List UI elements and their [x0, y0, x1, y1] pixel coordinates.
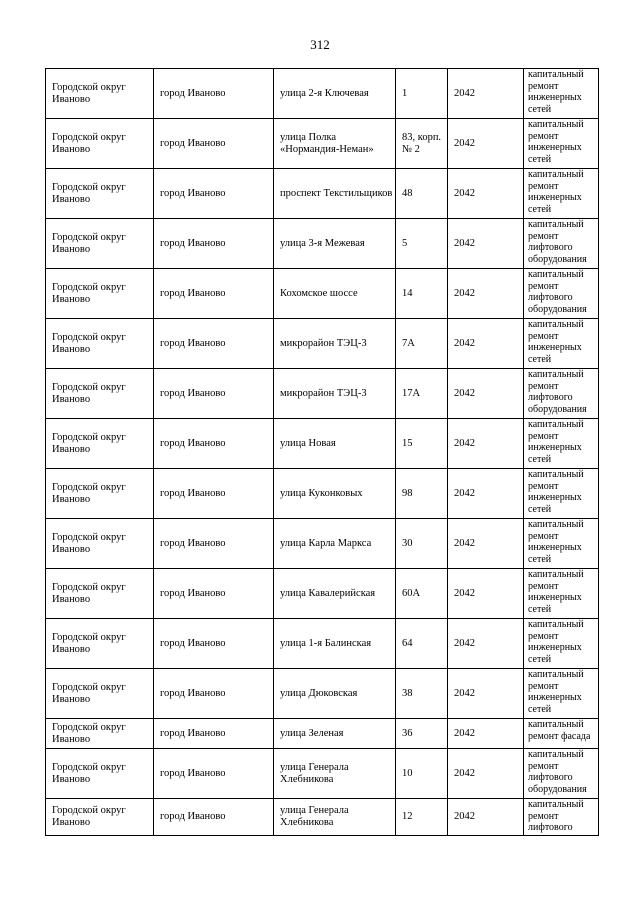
work-type-cell: капитальный ремонт инженерных сетей: [524, 519, 599, 569]
house-number-cell: 36: [396, 719, 448, 749]
street-cell: улица Куконковых: [274, 469, 396, 519]
table-row: [46, 799, 599, 836]
work-type-cell: капитальный ремонт инженерных сетей: [524, 569, 599, 619]
year-cell: 2042: [448, 369, 524, 419]
city-cell: город Иваново: [154, 269, 274, 319]
municipal-district-cell: Городской округ Иваново: [46, 69, 154, 119]
house-number-cell: 15: [396, 419, 448, 469]
year-cell: 2042: [448, 219, 524, 269]
year-cell: 2042: [448, 419, 524, 469]
table-row: [46, 219, 599, 269]
house-number-cell: 38: [396, 669, 448, 719]
work-type-cell: капитальный ремонт лифтового: [524, 799, 599, 836]
house-number-cell: 30: [396, 519, 448, 569]
municipal-district-cell: Городской округ Иваново: [46, 219, 154, 269]
city-cell: город Иваново: [154, 569, 274, 619]
year-cell: 2042: [448, 569, 524, 619]
street-cell: улица 1-я Балинская: [274, 619, 396, 669]
table-row: [46, 469, 599, 519]
house-number-cell: 1: [396, 69, 448, 119]
capital-repair-table: [45, 68, 599, 836]
year-cell: 2042: [448, 469, 524, 519]
house-number-cell: 12: [396, 799, 448, 836]
house-number-cell: 14: [396, 269, 448, 319]
table-row: [46, 749, 599, 799]
year-cell: 2042: [448, 619, 524, 669]
municipal-district-cell: Городской округ Иваново: [46, 799, 154, 836]
street-cell: микрорайон ТЭЦ-3: [274, 319, 396, 369]
street-cell: улица Дюковская: [274, 669, 396, 719]
table-row: [46, 69, 599, 119]
house-number-cell: 83, корп. № 2: [396, 119, 448, 169]
municipal-district-cell: Городской округ Иваново: [46, 669, 154, 719]
year-cell: 2042: [448, 269, 524, 319]
street-cell: проспект Текстильщиков: [274, 169, 396, 219]
house-number-cell: 98: [396, 469, 448, 519]
year-cell: 2042: [448, 169, 524, 219]
city-cell: город Иваново: [154, 169, 274, 219]
year-cell: 2042: [448, 719, 524, 749]
work-type-cell: капитальный ремонт лифтового оборудования: [524, 269, 599, 319]
city-cell: город Иваново: [154, 799, 274, 836]
table-row: [46, 719, 599, 749]
house-number-cell: 60А: [396, 569, 448, 619]
municipal-district-cell: Городской округ Иваново: [46, 169, 154, 219]
municipal-district-cell: Городской округ Иваново: [46, 469, 154, 519]
city-cell: город Иваново: [154, 719, 274, 749]
street-cell: улица Карла Маркса: [274, 519, 396, 569]
page-number: 312: [310, 37, 330, 52]
city-cell: город Иваново: [154, 669, 274, 719]
municipal-district-cell: Городской округ Иваново: [46, 569, 154, 619]
street-cell: улица 3-я Межевая: [274, 219, 396, 269]
municipal-district-cell: Городской округ Иваново: [46, 619, 154, 669]
municipal-district-cell: Городской округ Иваново: [46, 369, 154, 419]
street-cell: улица Полка «Нормандия-Неман»: [274, 119, 396, 169]
year-cell: 2042: [448, 69, 524, 119]
table-row: [46, 419, 599, 469]
table-row: [46, 669, 599, 719]
work-type-cell: капитальный ремонт фасада: [524, 719, 599, 749]
municipal-district-cell: Городской округ Иваново: [46, 319, 154, 369]
house-number-cell: 10: [396, 749, 448, 799]
work-type-cell: капитальный ремонт инженерных сетей: [524, 419, 599, 469]
table-row: [46, 619, 599, 669]
year-cell: 2042: [448, 749, 524, 799]
table-row: [46, 569, 599, 619]
table-row: [46, 169, 599, 219]
house-number-cell: 7А: [396, 319, 448, 369]
house-number-cell: 48: [396, 169, 448, 219]
work-type-cell: капитальный ремонт инженерных сетей: [524, 319, 599, 369]
house-number-cell: 64: [396, 619, 448, 669]
house-number-cell: 17А: [396, 369, 448, 419]
year-cell: 2042: [448, 519, 524, 569]
work-type-cell: капитальный ремонт лифтового оборудования: [524, 749, 599, 799]
work-type-cell: капитальный ремонт инженерных сетей: [524, 169, 599, 219]
work-type-cell: капитальный ремонт инженерных сетей: [524, 619, 599, 669]
table-row: [46, 369, 599, 419]
municipal-district-cell: Городской округ Иваново: [46, 119, 154, 169]
street-cell: улица Генерала Хлебникова: [274, 749, 396, 799]
year-cell: 2042: [448, 119, 524, 169]
work-type-cell: капитальный ремонт лифтового оборудования: [524, 369, 599, 419]
city-cell: город Иваново: [154, 119, 274, 169]
city-cell: город Иваново: [154, 319, 274, 369]
street-cell: улица Новая: [274, 419, 396, 469]
table-row: [46, 269, 599, 319]
work-type-cell: капитальный ремонт лифтового оборудования: [524, 219, 599, 269]
city-cell: город Иваново: [154, 369, 274, 419]
street-cell: Кохомское шоссе: [274, 269, 396, 319]
street-cell: улица Генерала Хлебникова: [274, 799, 396, 836]
year-cell: 2042: [448, 669, 524, 719]
city-cell: город Иваново: [154, 69, 274, 119]
city-cell: город Иваново: [154, 749, 274, 799]
table-row: [46, 319, 599, 369]
work-type-cell: капитальный ремонт инженерных сетей: [524, 469, 599, 519]
work-type-cell: капитальный ремонт инженерных сетей: [524, 119, 599, 169]
city-cell: город Иваново: [154, 519, 274, 569]
city-cell: город Иваново: [154, 619, 274, 669]
street-cell: улица Кавалерийская: [274, 569, 396, 619]
year-cell: 2042: [448, 799, 524, 836]
municipal-district-cell: Городской округ Иваново: [46, 519, 154, 569]
municipal-district-cell: Городской округ Иваново: [46, 749, 154, 799]
city-cell: город Иваново: [154, 219, 274, 269]
city-cell: город Иваново: [154, 469, 274, 519]
city-cell: город Иваново: [154, 419, 274, 469]
table-row: [46, 519, 599, 569]
work-type-cell: капитальный ремонт инженерных сетей: [524, 69, 599, 119]
work-type-cell: капитальный ремонт инженерных сетей: [524, 669, 599, 719]
house-number-cell: 5: [396, 219, 448, 269]
municipal-district-cell: Городской округ Иваново: [46, 719, 154, 749]
street-cell: улица 2-я Ключевая: [274, 69, 396, 119]
street-cell: улица Зеленая: [274, 719, 396, 749]
year-cell: 2042: [448, 319, 524, 369]
municipal-district-cell: Городской округ Иваново: [46, 419, 154, 469]
table-row: [46, 119, 599, 169]
municipal-district-cell: Городской округ Иваново: [46, 269, 154, 319]
street-cell: микрорайон ТЭЦ-3: [274, 369, 396, 419]
